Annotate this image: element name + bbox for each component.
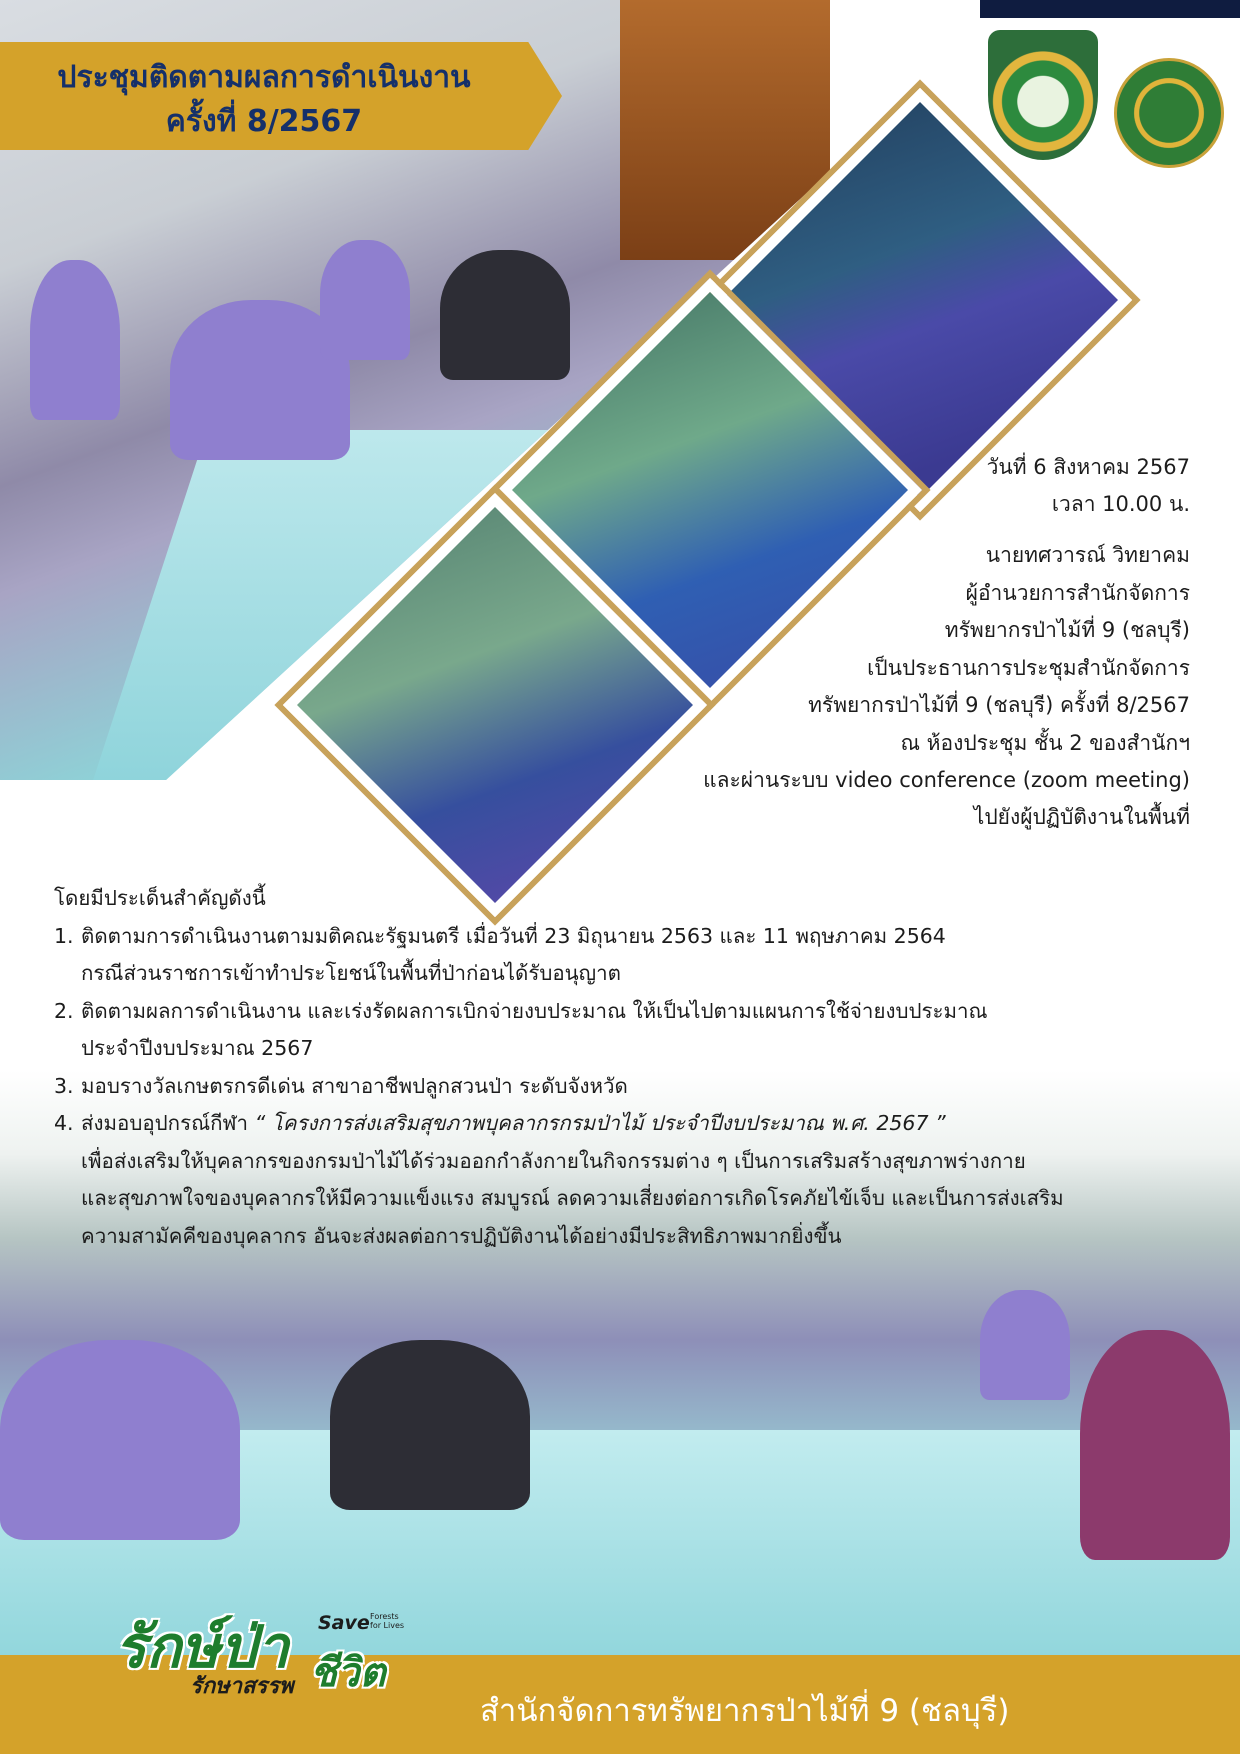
page-title-line-1: ประชุมติดตามผลการดำเนินงาน — [57, 60, 471, 95]
attendee — [440, 250, 570, 380]
info-line: ไปยังผู้ปฏิบัติงานในพื้นที่ — [973, 805, 1190, 829]
info-line: ผู้อำนวยการสำนักจัดการ — [965, 581, 1190, 605]
attendee — [980, 1290, 1070, 1400]
item-line: ความสามัคคีของบุคลากร อันจะส่งผลต่อการปฏิบัติงานได้อย่างมีประสิทธิภาพมากยิ่งขึ้น — [81, 1223, 842, 1248]
list-item — [54, 918, 1194, 993]
campaign-logo-save: Save — [318, 1612, 370, 1634]
item-line: ติดตามการดำเนินงานตามมติคณะรัฐมนตรี เมื่อวันที่ 23 มิถุนายน 2563 และ 11 พฤษภาคม 2564 — [81, 923, 946, 948]
info-line: เป็นประธานการประชุมสำนักจัดการ — [867, 656, 1190, 680]
item-line: เพื่อส่งเสริมให้บุคลากรของกรมป่าไม้ได้ร่วมออกกำลังกายในกิจกรรมต่าง ๆ เป็นการเสริมสร้างสุขภาพร่างกาย — [81, 1148, 1026, 1173]
item-number: 2. — [54, 998, 74, 1023]
attendee — [320, 240, 410, 360]
footer-organization: สำนักจัดการทรัพยากรป่าไม้ที่ 9 (ชลบุรี) — [480, 1693, 1010, 1729]
item-line: ติดตามผลการดำเนินงาน และเร่งรัดผลการเบิกจ่ายงบประมาณ ให้เป็นไปตามแผนการใช้จ่ายงบประมาณ — [81, 998, 988, 1023]
page-title-line-2: ครั้งที่ 8/2567 — [165, 104, 363, 139]
campaign-logo-life: ชีวิต — [310, 1650, 386, 1696]
item-line: กรณีส่วนราชการเข้าทำประโยชน์ในพื้นที่ป่าก่อนได้รับอนุญาต — [81, 961, 621, 985]
item-number: 4. — [54, 1111, 74, 1135]
info-line: ทรัพยากรป่าไม้ที่ 9 (ชลบุรี) ครั้งที่ 8/2567 — [808, 693, 1190, 717]
attendee — [330, 1340, 530, 1510]
item-number: 1. — [54, 923, 74, 948]
campaign-logo-save-small: Forests for Lives — [370, 1612, 405, 1630]
key-points-intro: โดยมีประเด็นสำคัญดังนี้ — [54, 886, 266, 910]
list-item — [54, 1105, 1194, 1255]
info-line: นายทศวารณ์ วิทยาคม — [985, 543, 1190, 567]
item-line: และสุขภาพใจของบุคลากรให้มีความแข็งแรง สมบูรณ์ ลดความเสี่ยงต่อการเกิดโรคภัยไข้เจ็บ และเป็นการส่งเสริม — [81, 1186, 1064, 1210]
ministry-emblem-icon — [988, 30, 1098, 160]
top-accent-bar — [980, 0, 1240, 18]
key-points — [54, 880, 1194, 1255]
campaign-logo-sub: รักษาสรรพ — [190, 1674, 294, 1699]
info-line: และผ่านระบบ video conference (zoom meeting) — [703, 768, 1190, 792]
attendee — [0, 1340, 240, 1540]
info-time: เวลา 10.00 น. — [1051, 492, 1190, 516]
item-line: มอบรางวัลเกษตรกรดีเด่น สาขาอาชีพปลูกสวนป่า ระดับจังหวัด — [81, 1073, 628, 1098]
item-number: 3. — [54, 1073, 74, 1098]
item-lead: ส่งมอบอุปกรณ์กีฬา — [81, 1111, 255, 1135]
info-line: ทรัพยากรป่าไม้ที่ 9 (ชลบุรี) — [944, 618, 1190, 642]
info-date: วันที่ 6 สิงหาคม 2567 — [986, 455, 1190, 479]
attendee — [30, 260, 120, 420]
info-line: ณ ห้องประชุม ชั้น 2 ของสำนักฯ — [900, 731, 1190, 755]
royal-forest-department-emblem-icon — [1114, 58, 1224, 168]
attendee — [1080, 1330, 1230, 1560]
project-name: “ โครงการส่งเสริมสุขภาพบุคลากรกรมป่าไม้ ประจำปีงบประมาณ พ.ศ. 2567 ” — [254, 1111, 946, 1135]
item-line: ประจำปีงบประมาณ 2567 — [81, 1036, 314, 1060]
list-item — [54, 993, 1194, 1068]
campaign-logo-main: รักษ์ป่า — [115, 1613, 289, 1681]
list-item — [54, 1068, 1194, 1106]
